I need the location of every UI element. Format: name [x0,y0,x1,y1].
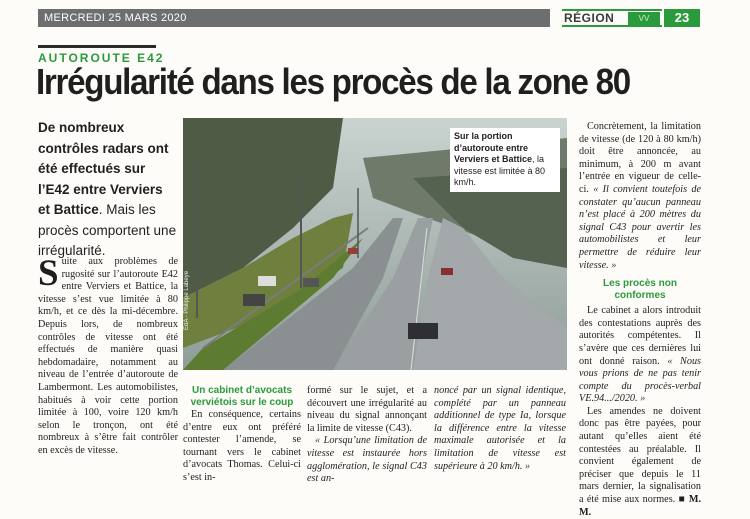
column-1 [38,253,178,458]
article-lead [38,118,178,262]
column-3 [307,385,427,486]
section-name: RÉGION [564,11,615,25]
col3-quote: « Lorsqu’une limitation de vitesse est instaurée hors agglomération, le signal C43 est an- [307,435,427,485]
kicker-rule [38,45,156,48]
date-bar [38,9,550,27]
article-kicker: AUTOROUTE E42 [38,51,165,65]
col5-p2-quote: « Nous vous prions de ne pas tenir compte du procès-verbal VE.94.../2020. » [579,355,702,405]
column-2 [183,385,301,485]
col5-p3: Les amendes ne doivent donc pas être payées, pour autant qu’elles aient été contestées au préalable. Il convient également de préciser que depuis le 11 mars dernier, la signalisation a été mise aux normes. [579,405,701,506]
section-tag [562,9,662,27]
subhead-lawyers: Un cabinet d’avocats verviétois sur le coup [190,385,294,408]
photo-credit: ÉdA - Philippe Labeye [184,270,190,330]
col4-quote: noncé par un signal identique, complété par un panneau additionnel de type Ia, lorsque la différence entre la vitesse maximale autorisée et la limitation de vitesse est supérieure à 20 km/h. » [434,385,566,472]
author-signature: ■ M. M. [579,494,701,518]
newspaper-logo: VV [628,12,660,25]
column-4 [434,385,566,473]
col2-body: En conséquence, certains d’entre eux ont préféré contester l’amende, se tournant vers le cabinet d’avocats Thomas. Celui-ci s’est in- [183,409,301,483]
issue-date: MERCREDI 25 MARS 2020 [44,12,187,24]
lead-bold: De nombreux contrôles radars ont été effectués sur l’E42 entre Verviers et Battice [38,120,169,217]
subhead-nonconforming: Les procès non conformes [603,278,677,302]
caption-bold: Sur la portion d’autoroute entre Verviers et Battice [454,131,533,164]
page-number: 23 [664,9,700,27]
photo-caption [450,128,560,192]
article-headline: Irrégularité dans les procès de la zone 80 [36,61,630,102]
col1-body: uite aux problèmes de rugosité sur l’autoroute E42 entre Verviers et Battice, la vitesse s’est vue limitée à 80 km/h, et ce dès la mi-décembre. Depuis lors, de nombreux contrôles de vitesse ont été effectués de manière quasi hebdomadaire, notamment au niveau de l’entrée d’autoroute de Lambermont. Les automobilistes, habitués à voir cette portion limitée à 100, voire 120 km/h selon le tronçon, ont été nombreux à s’être fait contrôler en excès de vitesse. [38,256,178,456]
col3-body: formé sur le sujet, et a découvert une irrégularité au niveau du signal annonçant la limite de vitesse (C43). [307,385,427,434]
caption-rest: , la vitesse est limitée à 80 km/h. [454,154,546,187]
drop-cap: S [38,253,59,294]
col5-p1: Concrètement, la limitation de vitesse (de 120 à 80 km/h) doit être annoncée, au minimum, à 200 m avant l’entrée en vigueur de celle-ci. [579,121,701,195]
column-5 [579,121,701,519]
col5-p1-quote: « Il convient toutefois de constater qu’aucun panneau n’est placé à 200 mètres du signal C43 pour avertir les automobilistes et leur permettre de réduire leur vitesse. » [579,183,701,271]
lead-rest: . Mais les procès comportent une irrégularité. [38,202,177,258]
col5-p2: Le cabinet a alors introduit des contestations auprès des autorités compétentes. Il s’avère que ces dernières lui ont donné raison. [579,305,701,367]
